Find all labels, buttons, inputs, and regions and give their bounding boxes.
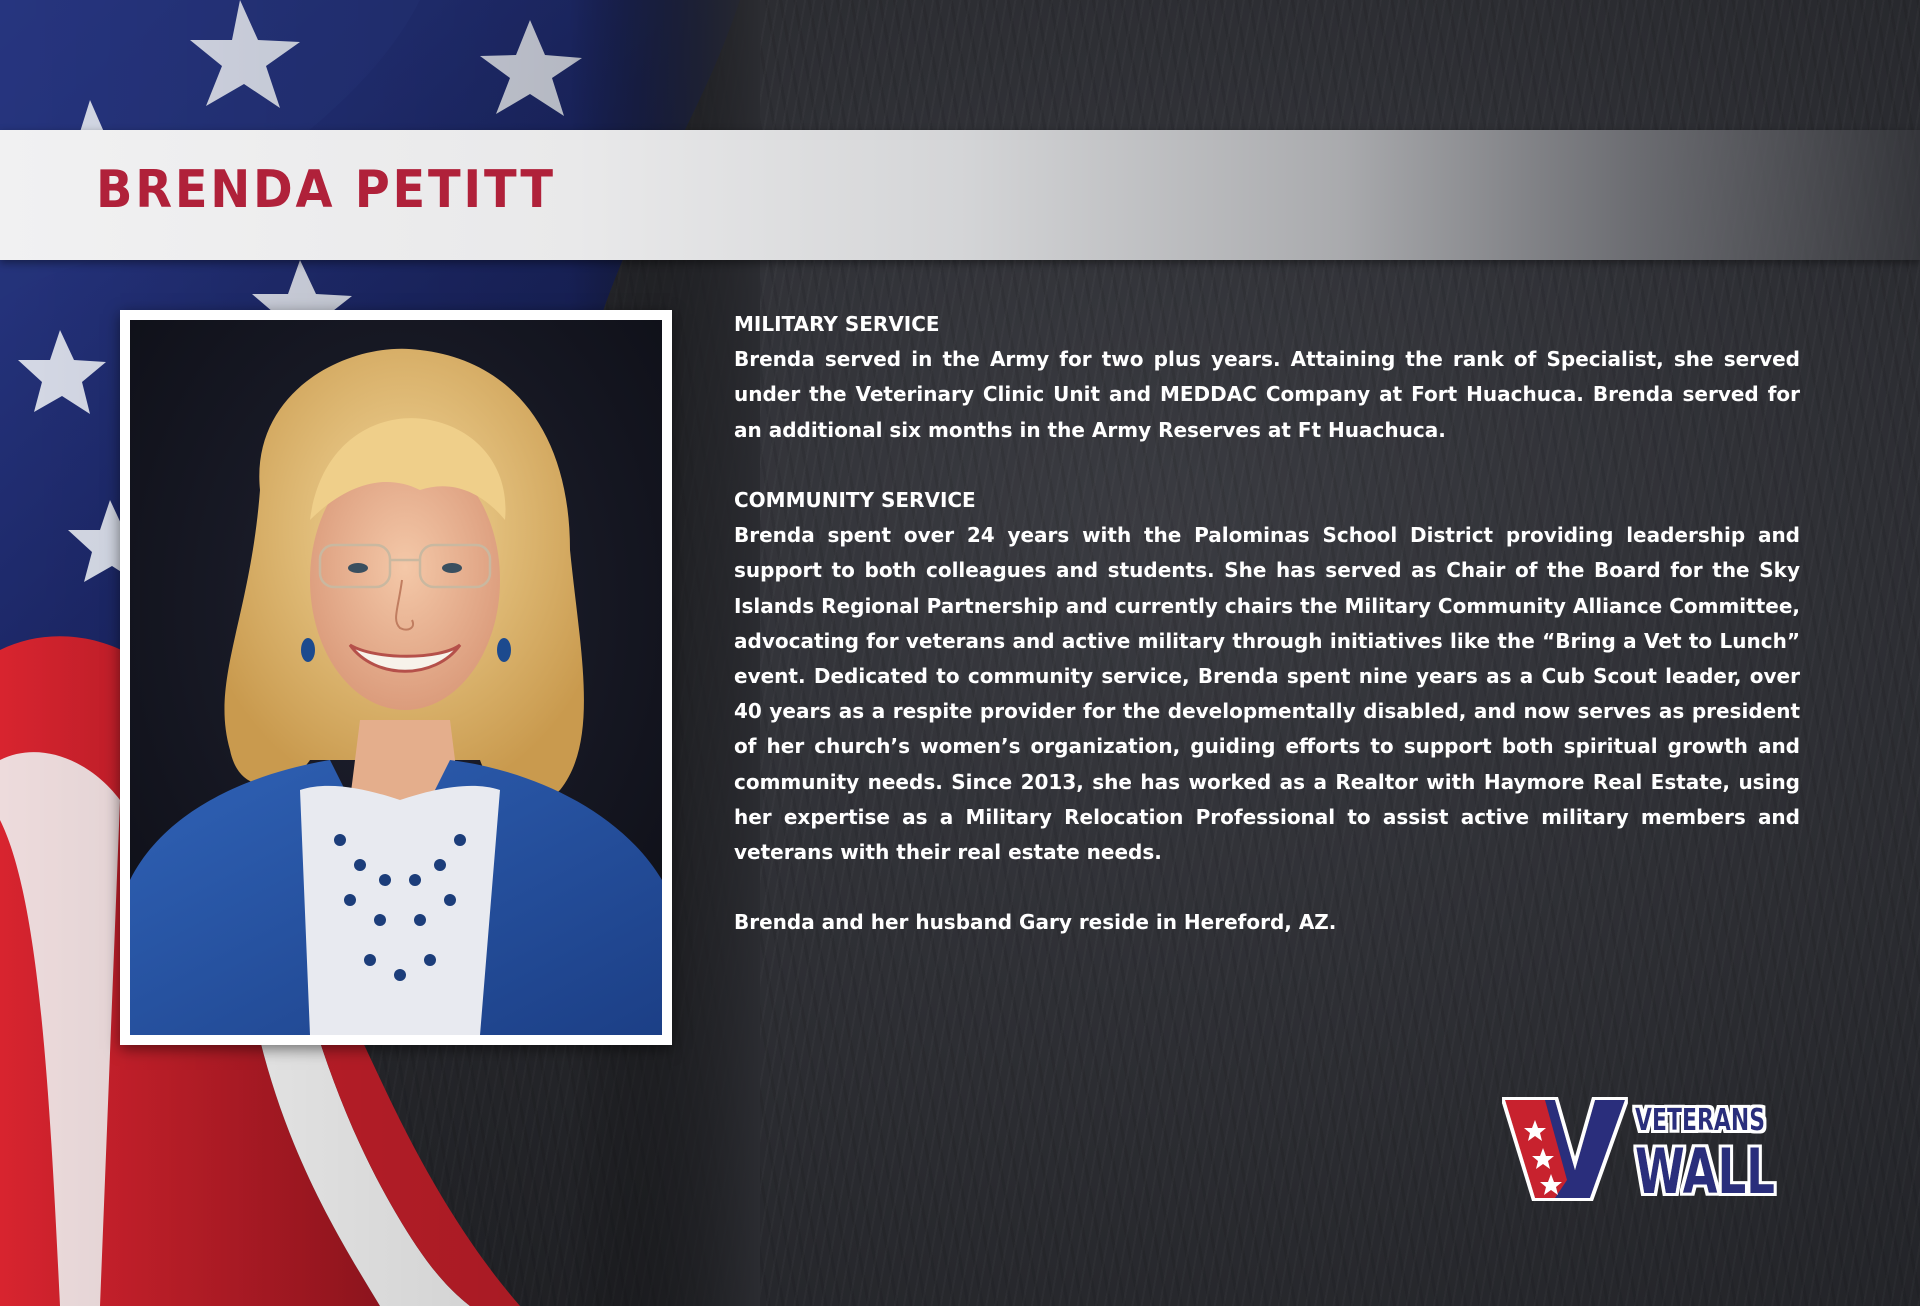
portrait-photo <box>130 320 662 1035</box>
closing-statement: Brenda and her husband Gary reside in Hereford, AZ. <box>734 910 1337 935</box>
biography <box>734 307 1800 941</box>
military-service-heading: MILITARY SERVICE <box>734 312 940 336</box>
logo-line2: WALL <box>1635 1135 1775 1208</box>
military-service-text: Brenda served in the Army for two plus years. Attaining the rank of Specialist, she served under the Veterinary Clinic Unit and MEDDAC Company at Fort Huachuca. Brenda served for an additional six months in the Army Reserves at Ft Huachuca. <box>734 347 1800 442</box>
portrait-frame <box>120 310 672 1045</box>
community-service-text: Brenda spent over 24 years with the Palominas School District providing leadership and support to both colleagues and students. She has served as Chair of the Board for the Sky Islands Regional Partnership and currently chairs the Military Community Alliance Committee, advocating for veterans and active military through initiatives like the “Bring a Vet to Lunch” event. Dedicated to community service, Brenda spent nine years as a Cub Scout leader, over 40 years as a respite provider for the developmentally disabled, and now serves as president of her church’s women’s organization, guiding efforts to support both spiritual growth and community needs. Since 2013, she has worked as a Realtor with Haymore Real Estate, using her expertise as a Military Relocation Professional to assist active military members and veterans with their real estate needs. <box>734 523 1800 865</box>
honoree-name: BRENDA PETITT <box>96 160 556 220</box>
community-service-heading: COMMUNITY SERVICE <box>734 488 976 512</box>
veterans-wall-logo <box>1505 1090 1780 1208</box>
logo-line1: VETERANS <box>1635 1103 1765 1138</box>
